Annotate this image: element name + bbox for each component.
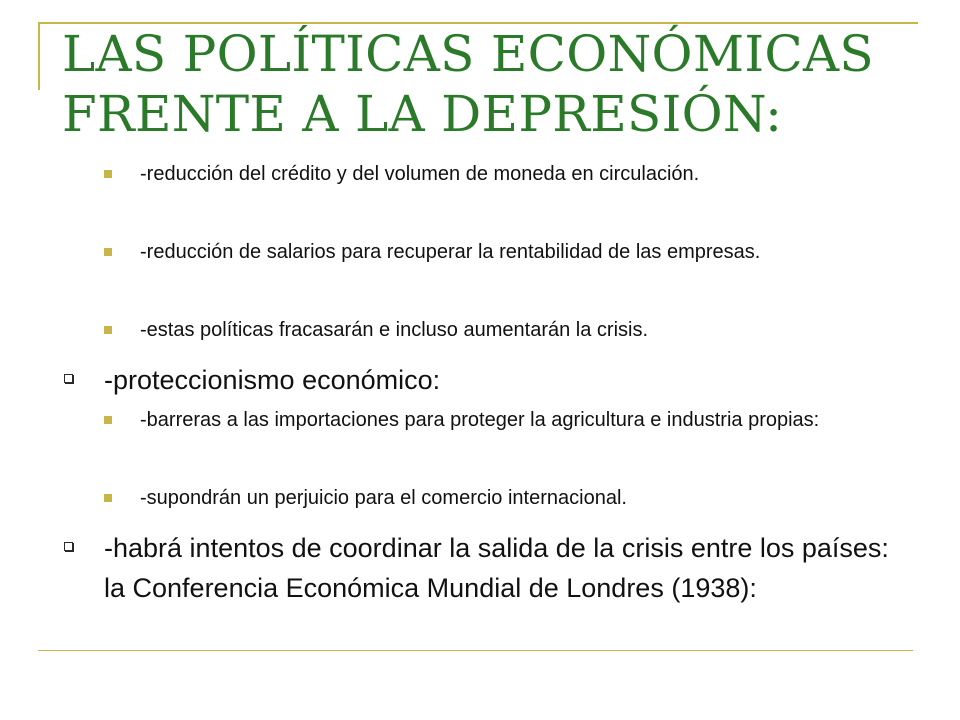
list-item [140,314,908,346]
hollow-square-icon [64,374,73,383]
list-item-text: -estas políticas fracasarán e incluso aumentarán la crisis. [140,319,649,341]
list-item-text: -reducción de salarios para recuperar la rentabilidad de las empresas. [140,241,761,263]
filled-square-icon [104,494,112,502]
filled-square-icon [104,416,112,424]
filled-square-icon [104,170,112,178]
list-item-text: -barreras a las importaciones para proteger la agricultura e industria propias: [140,409,820,431]
list-item-text: -supondrán un perjuicio para el comercio internacional. [140,487,627,509]
filled-square-icon [104,248,112,256]
list-item [140,158,908,190]
bottom-accent-rule [38,650,913,651]
left-accent-rule [38,22,40,90]
list-item-text: -habrá intentos de coordinar la salida de la crisis entre los países: la Conferencia Económica Mundial de Londres (1938): [104,533,889,603]
list-item [104,360,910,400]
slide-title: LAS POLÍTICAS ECONÓMICAS FRENTE A LA DEPRESIÓN: [62,25,874,143]
list-item [140,236,908,268]
list-item-text: -reducción del crédito y del volumen de moneda en circulación. [140,163,700,185]
list-item [140,482,908,514]
list-item [104,528,910,608]
list-item-text: -proteccionismo económico: [104,365,441,395]
list-item [140,404,908,436]
hollow-square-icon [64,542,73,551]
filled-square-icon [104,326,112,334]
